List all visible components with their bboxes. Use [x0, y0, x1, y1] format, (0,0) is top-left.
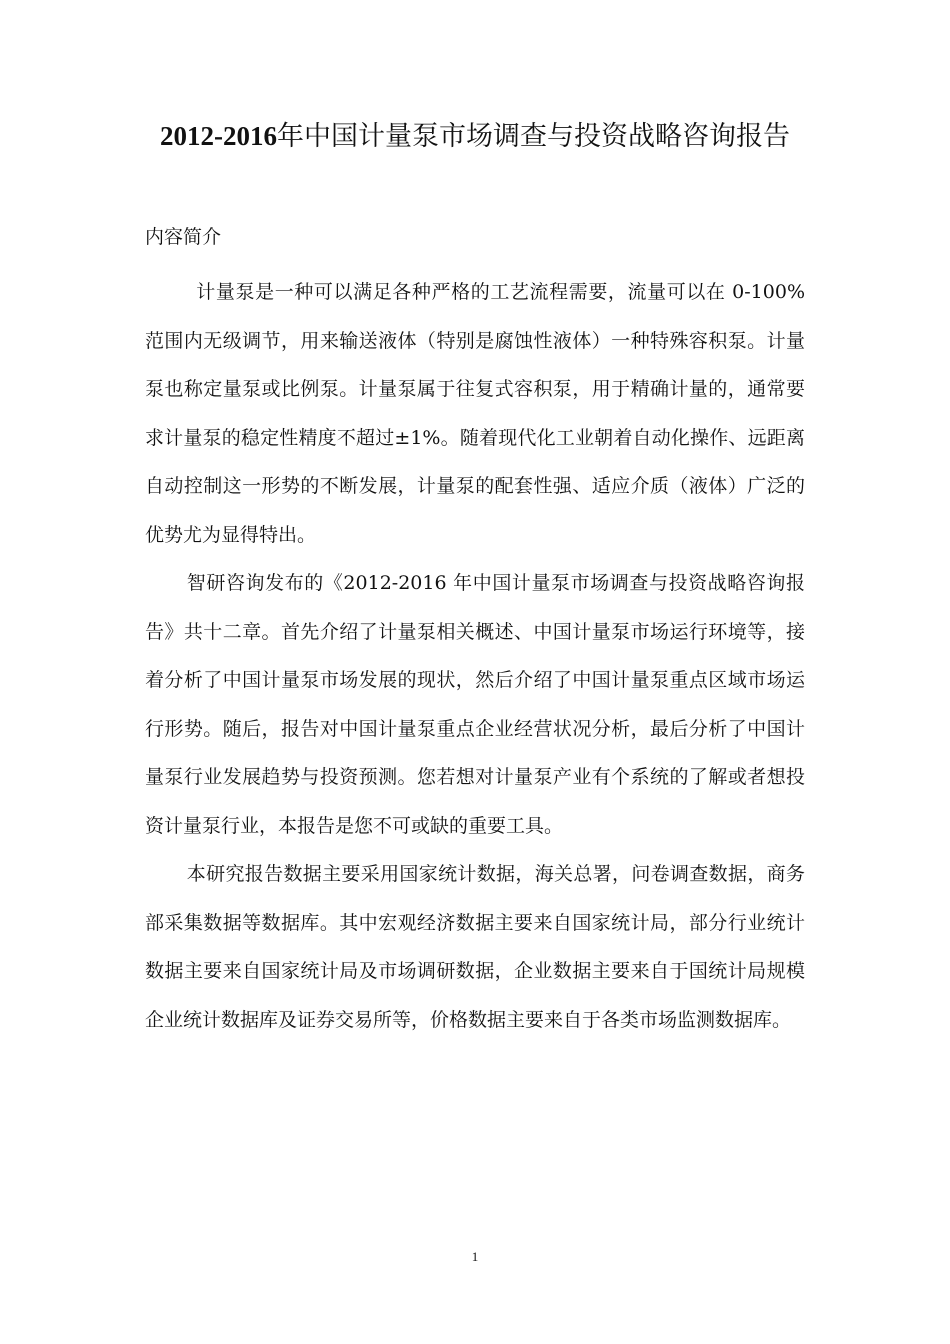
document-title — [120, 112, 830, 160]
section-heading: 内容简介 — [145, 226, 222, 248]
paragraph-intro: 计量泵是一种可以满足各种严格的工艺流程需要，流量可以在 0-100%范围内无级调节，用来输送液体（特别是腐蚀性液体）一种特殊容积泵。计量泵也称定量泵或比例泵。计量泵属于往复式容积泵，用于精确计量的，通常要求计量泵的稳定性精度不超过±1%。随着现代化工业朝着自动化操作、远距离自动控制这一形势的不断发展，计量泵的配套性强、适应介质（液体）广泛的优势尤为显得特出。 — [145, 281, 805, 546]
paragraph-data-sources: 本研究报告数据主要采用国家统计数据，海关总署，问卷调查数据，商务部采集数据等数据库。其中宏观经济数据主要来自国家统计局，部分行业统计数据主要来自国家统计局及市场调研数据，企业数据主要来自于国统计局规模企业统计数据库及证券交易所等，价格数据主要来自于各类市场监测数据库。 — [145, 863, 805, 1031]
title-text: 年中国计量泵市场调查与投资战略咨询报告 — [277, 121, 790, 151]
document-body — [145, 268, 805, 1044]
page-number: 1 — [471, 1249, 479, 1264]
title-year-range: 2012-2016 — [160, 121, 277, 151]
paragraph-report-overview: 智研咨询发布的《2012-2016 年中国计量泵市场调查与投资战略咨询报告》共十二章。首先介绍了计量泵相关概述、中国计量泵市场运行环境等，接着分析了中国计量泵市场发展的现状，然后介绍了中国计量泵重点区域市场运行形势。随后，报告对中国计量泵重点企业经营状况分析，最后分析了中国计量泵行业发展趋势与投资预测。您若想对计量泵产业有个系统的了解或者想投资计量泵行业，本报告是您不可或缺的重要工具。 — [145, 572, 805, 837]
